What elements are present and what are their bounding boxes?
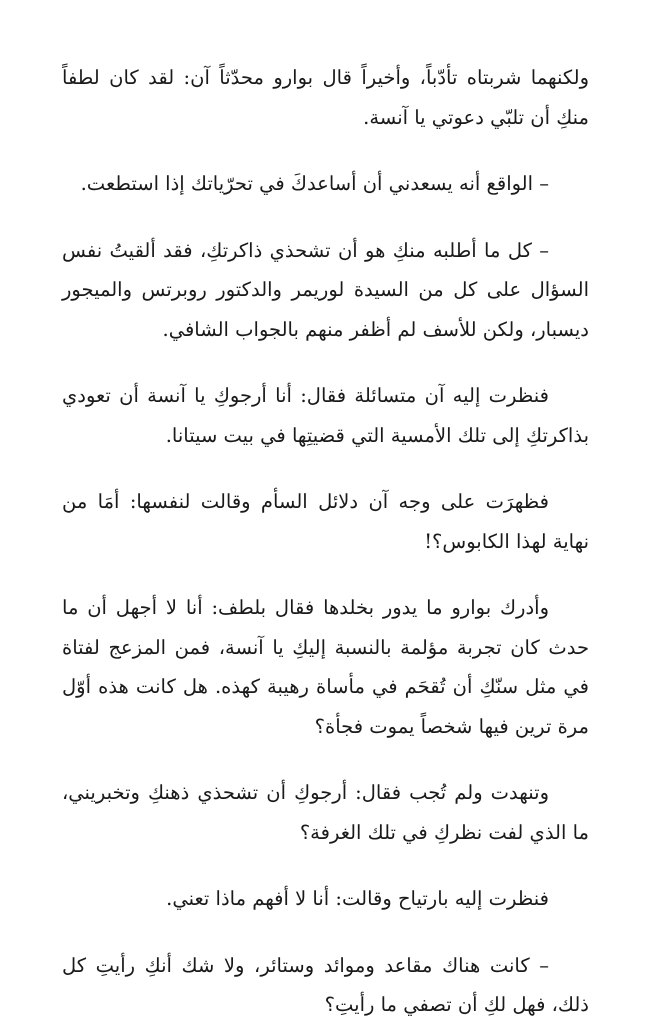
paragraph-6: وأدرك بوارو ما يدور بخلدها فقال بلطف: أنا لا أجهل أن ما حدث كان تجربة مؤلمة بالنسبة إليكِ يا آنسة، فمن المزعج لفتاة في مثل سنّكِ أن تُقحَم في مأساة رهيبة كهذه. هل كانت هذه أوّل مرة ترين فيها شخصاً يموت فجأة؟ bbox=[62, 596, 589, 738]
paragraph-9: – كانت هناك مقاعد وموائد وستائر، ولا شك أنكِ رأيتِ كل ذلك، فهل لكِ أن تصفي ما رأيتِ؟ bbox=[62, 953, 589, 1016]
paragraph-7: وتنهدت ولم تُجب فقال: أرجوكِ أن تشحذي ذهنكِ وتخبريني، ما الذي لفت نظركِ في تلك الغرفة؟ bbox=[62, 781, 589, 844]
paragraph-8: فنظرت إليه بارتياح وقالت: أنا لا أفهم ماذا تعني. bbox=[166, 887, 549, 910]
paragraph-4: فنظرت إليه آن متسائلة فقال: أنا أرجوكِ يا آنسة أن تعودي بذاكرتكِ إلى تلك الأمسية التي قضيتِها في بيت سيتانا. bbox=[62, 384, 589, 447]
paragraph-2: – الواقع أنه يسعدني أن أساعدكَ في تحرّياتك إذا استطعت. bbox=[80, 172, 549, 195]
paragraph-1: ولكنهما شربتاه تأدّباً، وأخيراً قال بوارو محدّثاً آن: لقد كان لطفاً منكِ أن تلبّي دعوتي يا آنسة. bbox=[62, 66, 589, 129]
paragraph-5: فظهرَت على وجه آن دلائل السأم وقالت لنفسها: أمَا من نهاية لهذا الكابوس؟! bbox=[62, 490, 589, 553]
paragraph-3: – كل ما أطلبه منكِ هو أن تشحذي ذاكرتكِ، فقد ألقيتُ نفس السؤال على كل من السيدة لوريمر والدكتور روبرتس والميجور ديسبار، ولكن للأسف لم أظفر منهم بالجواب الشافي. bbox=[62, 238, 589, 341]
